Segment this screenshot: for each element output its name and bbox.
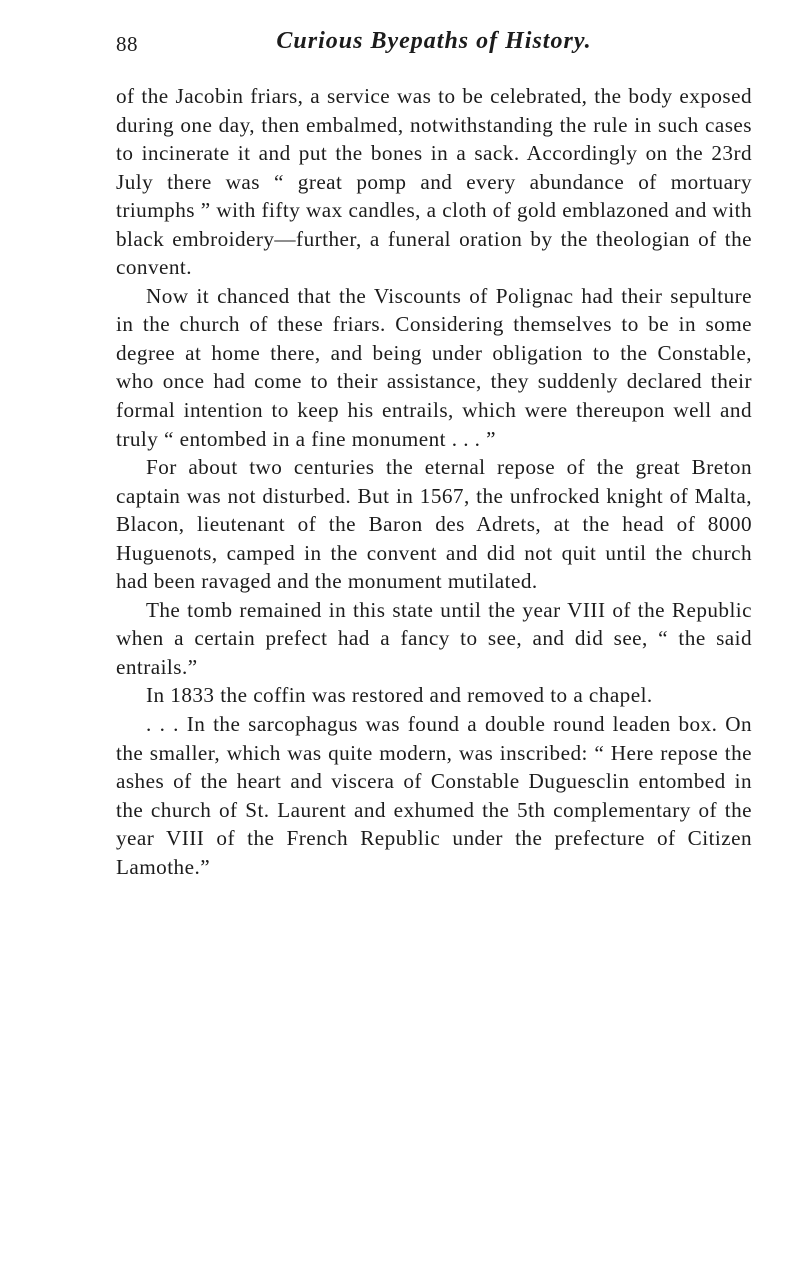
paragraph: Now it chanced that the Viscounts of Polignac had their sepulture in the church of these friars. Considering themselves to be in some degree at home there, and being under obligation to the Constable, who once had come to their assistance, they suddenly declared their formal intention to keep his entrails, which were thereupon well and truly “ entombed in a fine monument . . . ” (116, 283, 752, 451)
page-number: 88 (116, 32, 138, 56)
paragraph: For about two centuries the eternal repose of the great Breton captain was not disturbed. But in 1567, the unfrocked knight of Malta, Blacon, lieutenant of the Baron des Adrets, at the head of 8000 Huguenots, camped in the convent and did not quit until the church had been ravaged and the monument mutilated. (116, 455, 752, 594)
paragraph: of the Jacobin friars, a service was to be celebrated, the body exposed during one day, then embalmed, notwithstanding the rule in such cases to incinerate it and put the bones in a sack. Accordingly on the 23rd July there was “ great pomp and every abundance of mortuary triumphs ” with fifty wax candles, a cloth of gold emblazoned and with black embroidery—further, a funeral oration by the theologian of the convent. (116, 84, 752, 280)
paragraph: The tomb remained in this state until the year VIII of the Republic when a certain prefect had a fancy to see, and did see, “ the said entrails.” (116, 597, 752, 679)
running-title: Curious Byepaths of History. (276, 28, 592, 54)
running-head (116, 28, 752, 64)
paragraph: . . . In the sarcophagus was found a double round leaden box. On the smaller, which was quite modern, was inscribed: “ Here repose the ashes of the heart and viscera of Constable Duguesclin entombed in the church of St. Laurent and exhumed the 5th complementary of the year VIII of the French Republic under the prefecture of Citizen Lamothe.” (116, 712, 752, 879)
body-text (116, 82, 752, 881)
paragraph: In 1833 the coffin was restored and removed to a chapel. (146, 683, 653, 708)
